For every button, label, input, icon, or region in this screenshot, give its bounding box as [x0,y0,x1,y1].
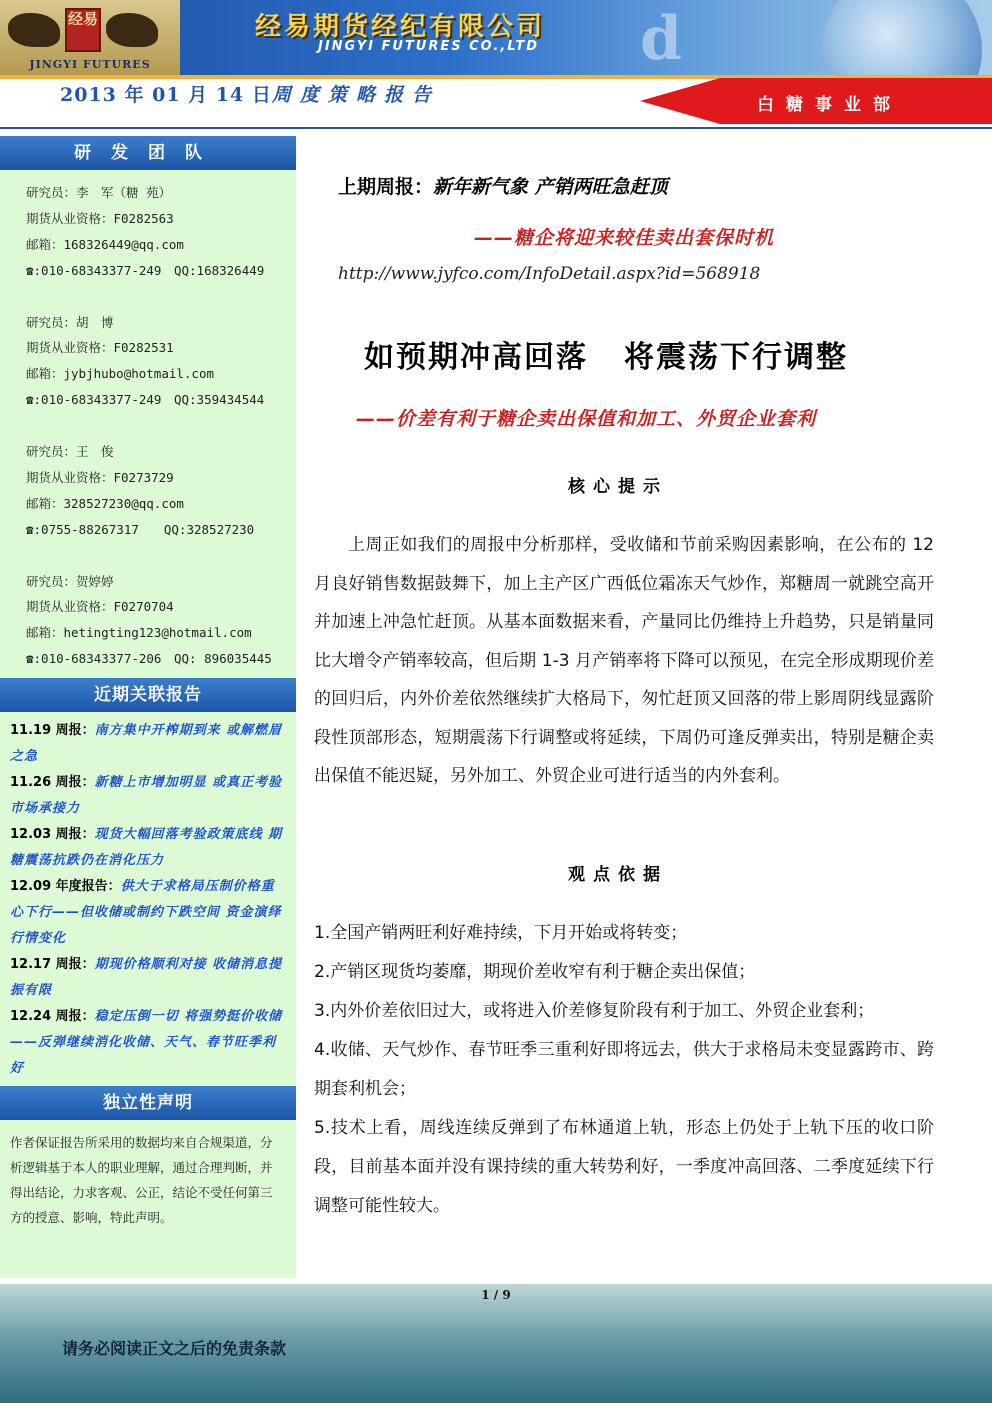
related-report[interactable] [10,718,286,770]
page-number: 1 / 9 [481,1288,511,1302]
researcher-email: 邮箱：hetingting123@hotmail.com [26,625,252,641]
banner-decoration: d [640,4,682,74]
related-report[interactable] [10,1004,286,1082]
basis-heading: 观点依据 [568,865,668,885]
related-report[interactable] [10,874,286,952]
researcher-license: 期货从业资格：F0273729 [26,469,174,485]
related-report-date: 12.17 周报： [10,957,95,973]
main-title-part1: 如预期冲高回落 [364,340,588,375]
company-logo [0,0,180,75]
related-report-date: 11.19 周报： [10,723,95,739]
company-name-cn: 经易期货经纪有限公司 [255,12,546,42]
team-heading: 研发团队 [0,136,296,170]
bull-icon [8,13,60,47]
basis-item: 5.技术上看，周线连续反弹到了布林通道上轨，形态上仍处于上轨下压的收口阶段，目前基本面并没有课持续的重大转势利好，一季度冲高回落、二季度延续下行调整可能性较大。 [314,1118,934,1216]
related-report-date: 12.09 年度报告： [10,879,121,895]
main-title-part2: 将震荡下行调整 [624,340,848,375]
related-reports-heading: 近期关联报告 [0,678,296,712]
related-report-title[interactable]: 南方集中开榨期到来 或解燃眉之急 [10,723,283,765]
researcher-email: 邮箱：168326449@qq.com [26,236,184,252]
core-summary: 上周正如我们的周报中分析那样，受收储和节前采购因素影响，在公布的 12 月良好销售数据鼓舞下，加上主产区广西低位霜冻天气炒作，郑糖周一就跳空高开并加速上冲急忙赶顶。从基本面数据来看，产量同比仍维持上升趋势，只是销量同比大增令产销率较高，但后期 1-3 月产销率将下降可以预见，在完全形成期现价差的回归后，内外价差依然继续扩大格局下，匆忙赶顶又回落的带上影周阴线显露阶段性顶部形态，短期震荡下行调整或将延续，下周仍可逢反弹卖出，特别是糖企卖出保值不能迟疑，另外加工、外贸企业可进行适当的内外套利。 [314,535,934,786]
last-week-label: 上期周报： [338,176,434,198]
disclaimer-note: 请务必阅读正文之后的免责条款 [62,1339,287,1358]
main-title [364,332,848,376]
researcher-license: 期货从业资格：F0270704 [26,599,174,615]
researcher-email: 邮箱：328527230@qq.com [26,495,184,511]
sidebar [0,136,296,1278]
related-report-title[interactable]: 期现价格顺利对接 收储消息提振有限 [10,957,283,999]
bull-icon [106,13,158,47]
header-separator [0,127,992,129]
researcher-name: 研究员：贺婷婷 [26,573,114,589]
department-label: 白糖事业部 [757,95,902,115]
related-report[interactable] [10,770,286,822]
basis-list [314,914,934,1226]
researcher-phone: ☎:010-68343377-206 QQ: 896035445 [26,651,272,667]
researcher-phone: ☎:0755-88267317 QQ:328527230 [26,521,255,537]
main-subtitle: ——价差有利于糖企卖出保值和加工、外贸企业套利 [356,408,817,430]
related-report-date: 12.24 周报： [10,1009,95,1025]
related-report[interactable] [10,822,286,874]
core-heading: 核心提示 [568,477,668,497]
related-report-title[interactable]: 供大于求格局压制价格重心下行——但收储或制约下跌空间 资金演绎行情变化 [10,879,282,947]
logo-seal: 经易 [65,8,101,52]
related-report-title[interactable]: 稳定压倒一切 将强势挺价收储 ——反弹继续消化收储、天气、春节旺季利好 [10,1009,283,1077]
related-report-title[interactable]: 新糖上市增加明显 或真正考验市场承接力 [10,775,283,817]
basis-item: 2.产销区现货均萎靡，期现价差收窄有利于糖企卖出保值； [314,962,756,982]
related-report-date: 12.03 周报： [10,827,95,843]
report-link[interactable]: http://www.jyfco.com/InfoDetail.aspx?id=568918 [338,264,761,284]
researcher-phone: ☎:010-68343377-249 QQ:168326449 [26,262,265,278]
globe-graphic [822,0,982,75]
researcher-name: 研究员：王 俊 [26,444,114,460]
company-name-en: JINGYI FUTURES CO.,LTD [318,39,540,54]
header-banner [0,0,992,75]
related-report-date: 11.26 周报： [10,775,95,791]
logo-text: JINGYI FUTURES [29,58,151,71]
researcher-name: 研究员：胡 博 [26,314,114,330]
basis-item: 1.全国产销两旺利好难持续，下月开始或将转变； [314,923,688,943]
related-reports-list [0,712,296,1082]
team-list [0,170,296,672]
basis-item: 3.内外价差依旧过大，或将进入价差修复阶段有利于加工、外贸企业套利； [314,1001,875,1021]
related-report-title[interactable]: 现货大幅回落考验政策底线 期糖震荡抗跌仍在消化压力 [10,827,283,869]
report-date: 2013 年 01 月 14 日 [60,84,272,106]
researcher-phone: ☎:010-68343377-249 QQ:359434544 [26,392,265,408]
researcher-license: 期货从业资格：F0282563 [26,210,174,226]
independence-statement: 作者保证报告所采用的数据均来自合规渠道，分析逻辑基于本人的职业理解，通过合理判断，并得出结论，力求客观、公正，结论不受任何第三方的授意、影响，特此声明。 [10,1135,273,1226]
researcher-email: 邮箱：jybjhubo@hotmail.com [26,366,215,382]
logo-bulls [8,8,158,52]
researcher-name: 研究员：李 军（糖 苑） [26,185,172,200]
last-week-report [338,172,668,199]
last-week-title: 新年新气象 产销两旺急赶顶 [433,176,668,198]
last-week-subtitle: ——糖企将迎来较佳卖出套保时机 [474,227,775,249]
researcher-license: 期货从业资格：F0282531 [26,340,174,356]
basis-item: 4.收储、天气炒作、春节旺季三重利好即将远去，供大于求格局未变显露跨市、跨期套利机会； [314,1040,934,1099]
related-report[interactable] [10,952,286,1004]
independence-heading: 独立性声明 [0,1086,296,1120]
report-type: 周度策略报告 [272,84,441,106]
